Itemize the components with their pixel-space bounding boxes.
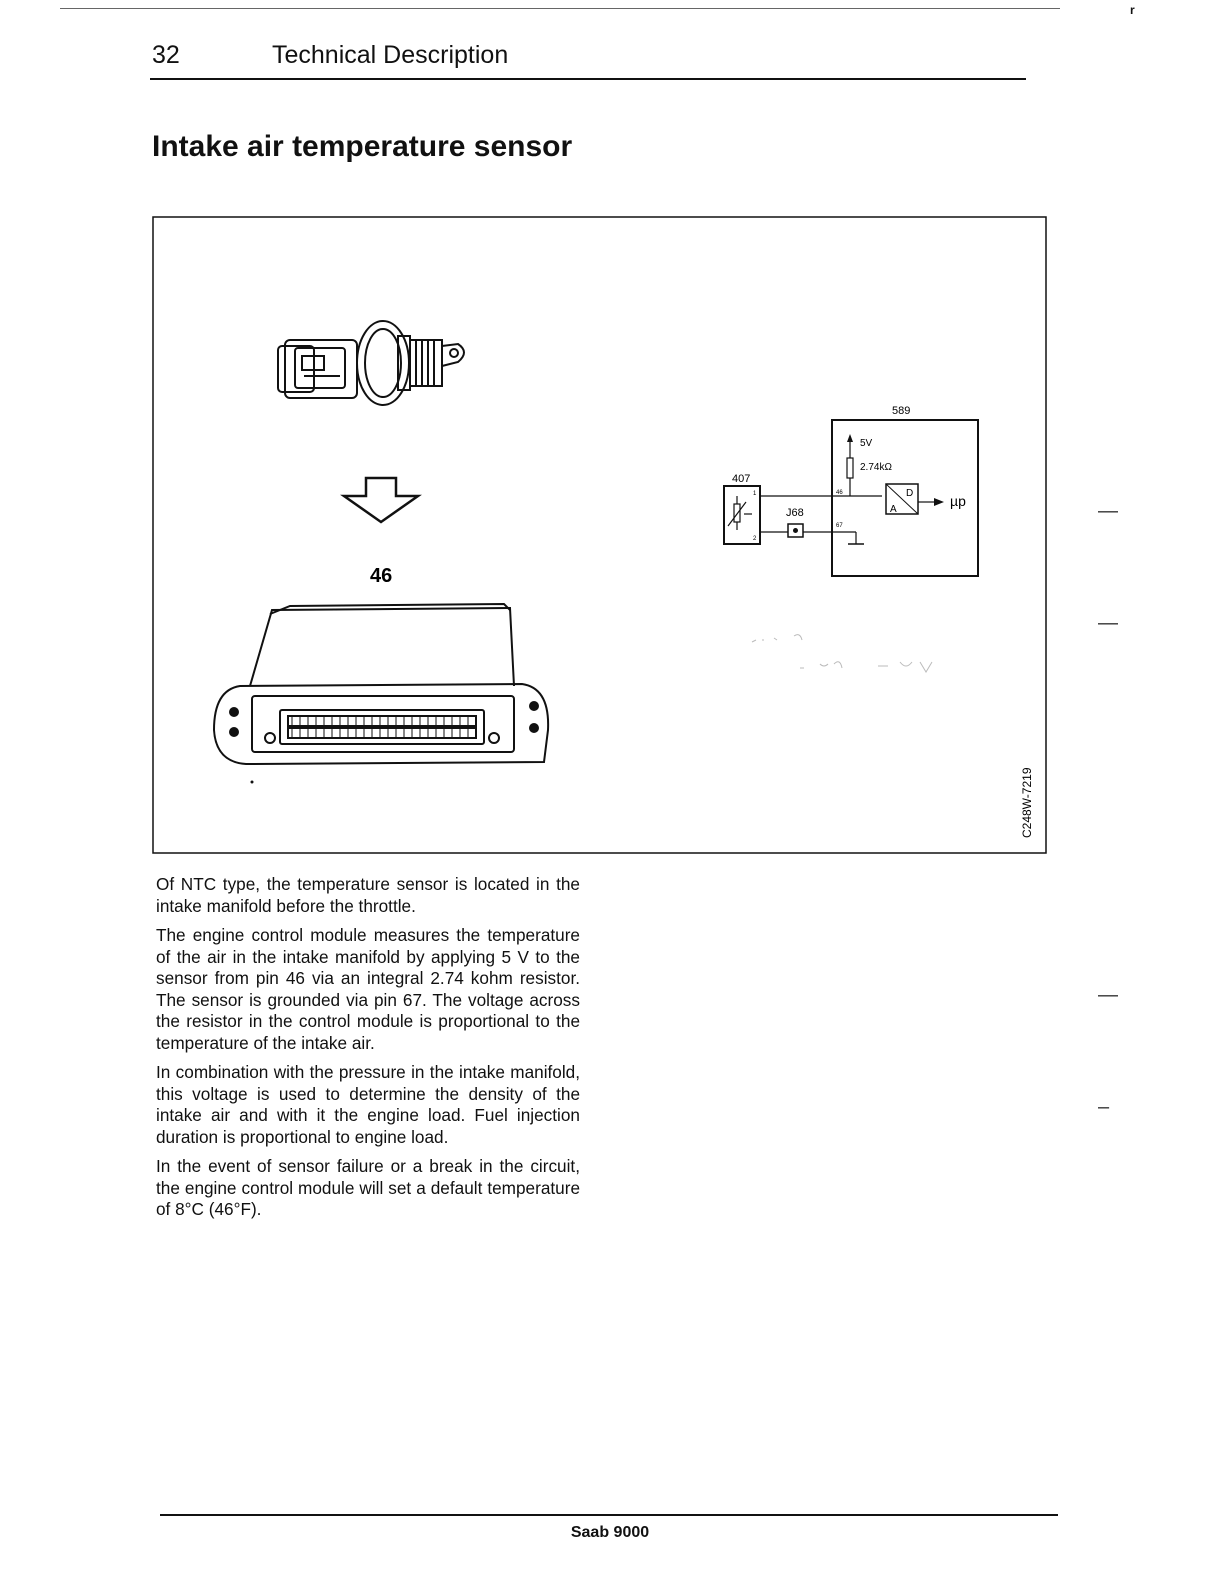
adc-a-label: A (890, 504, 897, 515)
pin-67-label: 67 (836, 523, 843, 529)
figure (152, 216, 1048, 854)
sensor-label: 407 (732, 473, 751, 485)
paragraph-3: In combination with the pressure in the intake manifold, this voltage is used to determine the density of the intake air and with it the engine load. Fuel injection duration is proportional to engine load. (156, 1062, 580, 1147)
page-header (150, 38, 1026, 80)
pencil-marks (752, 635, 932, 672)
adc-d-label: D (906, 488, 914, 499)
down-arrow-icon (344, 478, 418, 522)
pin-46-label: 46 (836, 490, 843, 496)
body-text (156, 874, 580, 1229)
footer-rule (160, 1514, 1058, 1516)
paragraph-2: The engine control module measures the temperature of the air in the intake manifold by applying 5 V to the sensor from pin 46 via an integral 2.74 kohm resistor. The sensor is grounded via pin 67. The voltage across the resistor in the control module is proportional to the temperature of the intake air. (156, 925, 580, 1053)
binding-mark: – (1098, 1096, 1110, 1118)
binding-mark: — (1098, 612, 1118, 634)
resistor-icon (847, 458, 853, 478)
footer-model: Saab 9000 (570, 1524, 650, 1541)
ntc-thermistor-icon (728, 496, 752, 530)
figure-frame (153, 217, 1046, 853)
micro-label: µp (950, 493, 966, 509)
callout-number: 46 (370, 565, 393, 587)
paragraph-4: In the event of sensor failure or a break in the circuit, the engine control module will set a default temperature of 8°C (46°F). (156, 1156, 580, 1219)
binding-mark: — (1098, 500, 1118, 522)
sensor-pin-1: 1 (753, 491, 757, 497)
output-arrow-icon (934, 498, 944, 506)
speck (251, 781, 254, 784)
section-title: Technical Description (272, 41, 509, 69)
circuit-diagram (724, 405, 978, 576)
figure-code: C248W-7219 (1020, 767, 1034, 838)
paragraph-1: Of NTC type, the temperature sensor is located in the intake manifold before the throttle. (156, 874, 580, 916)
page-title: Intake air temperature sensor (152, 130, 573, 163)
top-rule (60, 8, 1060, 9)
page-number: 32 (152, 41, 180, 69)
ecu-label: 589 (892, 405, 911, 417)
supply-arrow-icon (847, 434, 853, 442)
figure-canvas (152, 216, 1048, 854)
connector-label: J68 (786, 507, 804, 519)
binding-mark: — (1098, 984, 1118, 1006)
supply-label: 5V (860, 438, 873, 449)
corner-mark: r (1130, 3, 1135, 17)
ecu-illustration (214, 604, 548, 764)
resistor-label: 2.74kΩ (860, 462, 892, 473)
sensor-illustration (278, 321, 464, 405)
sensor-pin-2: 2 (753, 536, 757, 542)
